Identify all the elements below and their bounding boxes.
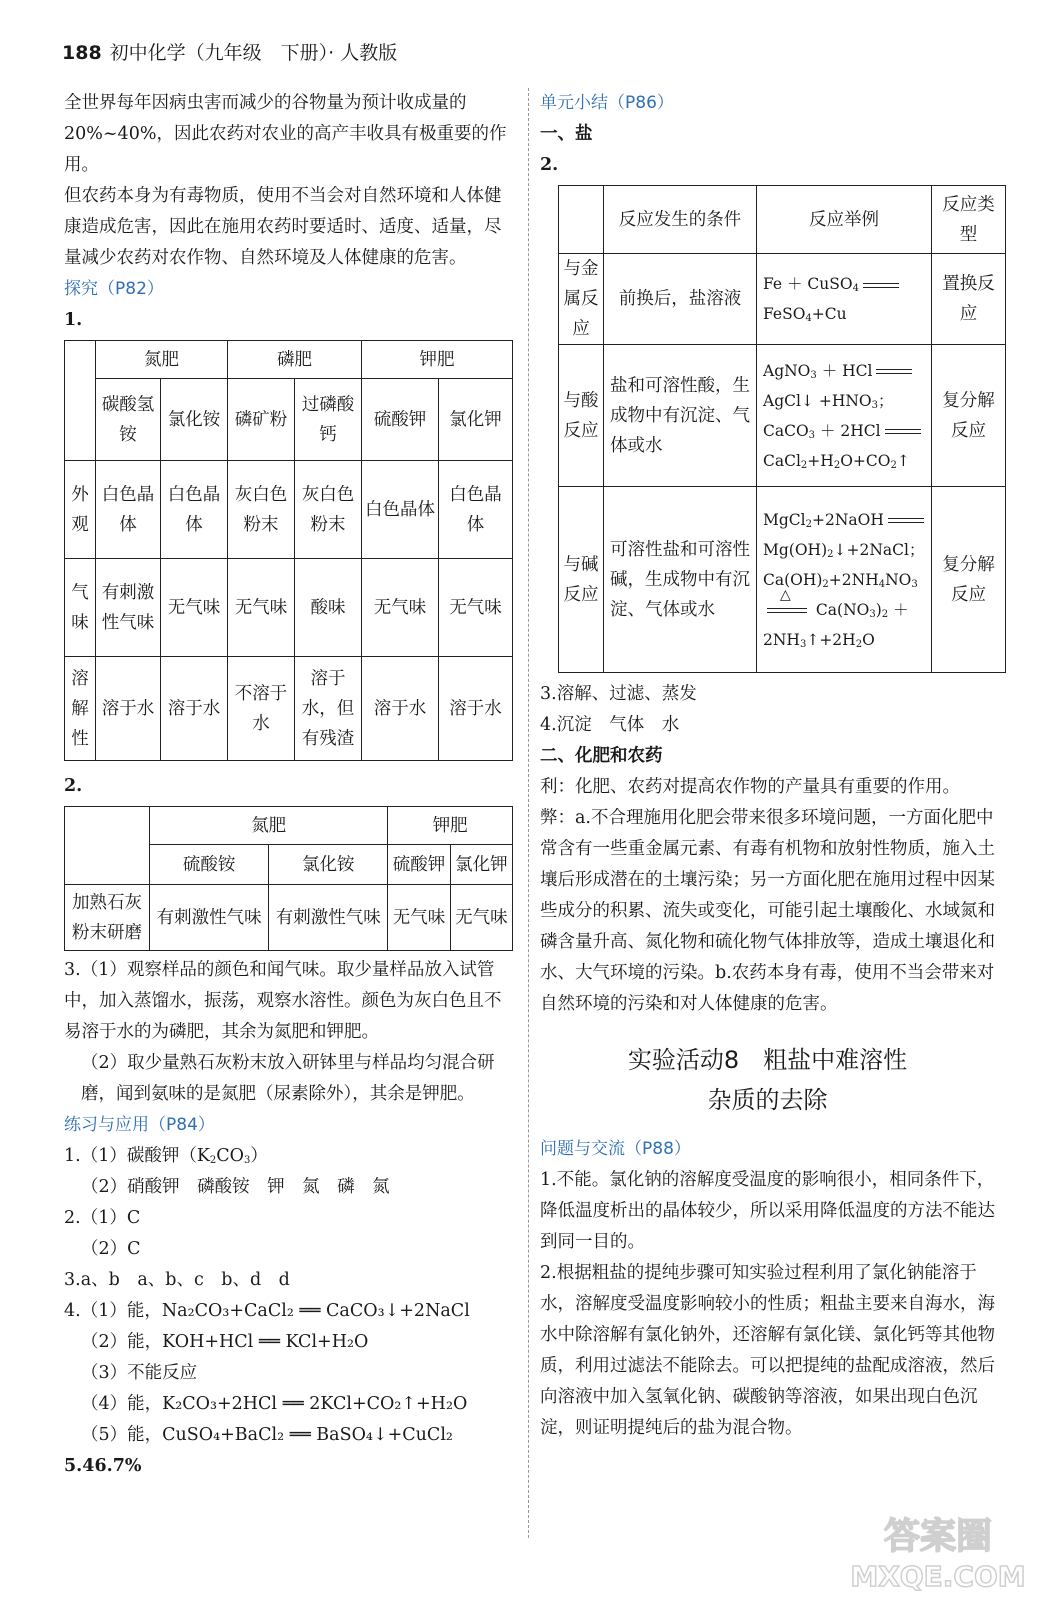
table-cell: 置换反应 — [932, 254, 1006, 345]
table-cell: 白色晶体 — [161, 461, 228, 559]
svg-text:MXQE.COM: MXQE.COM — [850, 1560, 1026, 1593]
section-heading: 单元小结（P86） — [540, 93, 674, 113]
table-cell: 不溶于水 — [228, 657, 295, 761]
table-header: 氮肥 — [96, 341, 228, 379]
table-header: 反应类型 — [932, 186, 1006, 254]
table-cell: 可溶性盐和可溶性碱，生成物中有沉淀、气体或水 — [604, 487, 757, 673]
table-header: 钾肥 — [362, 341, 513, 379]
answer-text: 4.沉淀 气体 水 — [540, 715, 680, 735]
table-cell: 有刺激性气味 — [96, 559, 161, 657]
table-cell: 无气味 — [362, 559, 439, 657]
book-title: 初中化学（九年级 下册）· 人教版 — [109, 42, 398, 64]
section-heading: 问题与交流（P88） — [540, 1139, 691, 1159]
table-cell: 灰白色粉末 — [228, 461, 295, 559]
left-column — [64, 88, 514, 1482]
answer-text: 3.（1）观察样品的颜色和闻气味。取少量样品放入试管中，加入蒸馏水，振荡，观察水溶性。颜色为灰白色且不易溶于水的为磷肥，其余为氮肥和钾肥。 — [64, 960, 502, 1042]
table-cell: 白色晶体 — [96, 461, 161, 559]
table-cell: 灰白色粉末 — [295, 461, 362, 559]
question-number: 1. — [64, 310, 83, 330]
answer-text: （2）能，KOH+HCl ══ KCl+H₂O — [81, 1332, 369, 1352]
table-cell: 无气味 — [439, 559, 513, 657]
table-cell: 白色晶体 — [362, 461, 439, 559]
table-cell: 有刺激性气味 — [269, 885, 388, 951]
row-label: 加熟石灰粉末研磨 — [65, 885, 150, 951]
table-cell: 前换后，盐溶液 — [604, 254, 757, 345]
svg-text:答案圈: 答案圈 — [883, 1516, 993, 1557]
table-header: 碳酸氢铵 — [96, 379, 161, 461]
page-number: 188 — [62, 42, 102, 64]
table-header: 磷肥 — [228, 341, 362, 379]
answer-text: （2）硝酸钾 磷酸铵 钾 氮 磷 氮 — [81, 1177, 390, 1197]
table-cell: 溶于水，但有残渣 — [295, 657, 362, 761]
table-cell: 无气味 — [228, 559, 295, 657]
answer-text: 1.（1）碳酸钾$(K_2CO_3)$ — [64, 1146, 268, 1166]
ammonia-test-table — [64, 806, 513, 951]
question-number: 2. — [540, 155, 559, 175]
section-heading: 探究（P82） — [64, 279, 164, 299]
table-header: 过磷酸钙 — [295, 379, 362, 461]
subsection-heading: 二、化肥和农药 — [540, 746, 663, 766]
table-cell: 有刺激性气味 — [150, 885, 269, 951]
paragraph: 利：化肥、农药对提高农作物的产量具有重要的作用。 — [540, 777, 960, 797]
table-header: 反应举例 — [757, 186, 932, 254]
table-cell: 白色晶体 — [439, 461, 513, 559]
table-header: 硫酸铵 — [150, 845, 269, 885]
row-label: 与酸反应 — [559, 345, 604, 487]
table-header: 氯化铵 — [269, 845, 388, 885]
reaction-example: MgCl$_2$+2NaOH $Mg(OH)_2↓+2NaCl$； $Ca(OH)_2+2NH_4NO_3$ △ $Ca(NO_3)_2$ ＋ $2NH_3↑+2H_2O$ — [757, 487, 932, 673]
row-label: 与金属反应 — [559, 254, 604, 345]
table-header: 硫酸钾 — [388, 845, 450, 885]
fertilizer-table — [64, 340, 513, 761]
table-header: 硫酸钾 — [362, 379, 439, 461]
reaction-example: AgNO$_3$ ＋ HCl AgCl↓ $+HNO_3$； CaCO$_3$ ＋ 2HCl $CaCl_2+H_2O+CO_2↑$ — [757, 345, 932, 487]
salt-reaction-table — [558, 185, 1006, 673]
activity-title: 实验活动8 粗盐中难溶性 杂质的去除 — [627, 1046, 908, 1114]
answer-text: 2.根据粗盐的提纯步骤可知实验过程利用了氯化钠能溶于水，溶解度受温度影响较小的性质；粗盐主要来自海水，海水中除溶解有氯化钠外，还溶解有氯化镁、氯化钙等其他物质，利用过滤法不能除去。可以把提纯的盐配成溶液，然后向溶液中加入氢氧化钠、碳酸钠等溶液，如果出现白色沉淀，则证明提纯后的盐为混合物。 — [540, 1263, 995, 1438]
table-header: 磷矿粉 — [228, 379, 295, 461]
answer-text: 3.溶解、过滤、蒸发 — [540, 684, 697, 704]
row-label: 溶解性 — [65, 657, 96, 761]
answer-text: 5.46.7% — [64, 1456, 142, 1476]
table-cell: 溶于水 — [362, 657, 439, 761]
table-header: 氯化钾 — [450, 845, 512, 885]
answer-text: （2）取少量熟石灰粉末放入研钵里与样品均匀混合研磨，闻到氨味的是氮肥（尿素除外），其余是钾肥。 — [81, 1053, 495, 1104]
question-number: 2. — [64, 776, 83, 796]
paragraph: 但农药本身为有毒物质，使用不当会对自然环境和人体健康造成危害，因此在施用农药时要适时、适度、适量，尽量减少农药对农作物、自然环境及人体健康的危害。 — [64, 186, 502, 268]
table-header: 氯化铵 — [161, 379, 228, 461]
table-cell: 复分解反应 — [932, 345, 1006, 487]
paragraph: 全世界每年因病虫害而减少的谷物量为预计收成量的20%~40%，因此农药对农业的高产丰收具有极重要的作用。 — [64, 93, 507, 175]
table-cell: 溶于水 — [161, 657, 228, 761]
answer-text: 2.（1）C — [64, 1208, 141, 1228]
table-header: 氮肥 — [150, 807, 388, 845]
table-cell: 复分解反应 — [932, 487, 1006, 673]
table-cell: 无气味 — [161, 559, 228, 657]
row-label: 气味 — [65, 559, 96, 657]
table-header: 氯化钾 — [439, 379, 513, 461]
reaction-example: Fe ＋ CuSO$_4$ FeSO$_4$+Cu — [757, 254, 932, 345]
answer-text: （4）能，K₂CO₃+2HCl ══ 2KCl+CO₂↑+H₂O — [81, 1394, 468, 1414]
table-cell: 酸味 — [295, 559, 362, 657]
table-cell: 无气味 — [450, 885, 512, 951]
section-heading: 练习与应用（P84） — [64, 1115, 215, 1135]
table-cell: 盐和可溶性酸，生成物中有沉淀、气体或水 — [604, 345, 757, 487]
table-cell: 溶于水 — [96, 657, 161, 761]
table-header: 钾肥 — [388, 807, 513, 845]
answer-text: 1.不能。氯化钠的溶解度受温度的影响很小，相同条件下，降低温度析出的晶体较少，所以采用降低温度的方法不能达到同一目的。 — [540, 1170, 995, 1252]
table-header: 反应发生的条件 — [604, 186, 757, 254]
paragraph: 弊：a.不合理施用化肥会带来很多环境问题，一方面化肥中常含有一些重金属元素、有毒有机物和放射性物质，施入土壤后形成潜在的土壤污染；另一方面化肥在施用过程中因某些成分的积累、流失或变化，可能引起土壤酸化、水域氮和磷含量升高、氮化物和硫化物气体排放等，造成土壤退化和水、大气环境的污染。b.农药本身有毒，使用不当会带来对自然环境的污染和对人体健康的危害。 — [540, 808, 995, 1014]
answer-text: 3.a、b a、b、c b、d d — [64, 1270, 290, 1290]
page-header — [62, 38, 397, 65]
row-label: 与碱反应 — [559, 487, 604, 673]
answer-text: 4.（1）能，Na₂CO₃+CaCl₂ ══ CaCO₃↓+2NaCl — [64, 1301, 470, 1321]
table-cell: 无气味 — [388, 885, 450, 951]
answer-text: （5）能，CuSO₄+BaCl₂ ══ BaSO₄↓+CuCl₂ — [81, 1425, 453, 1445]
answer-text: （2）C — [81, 1239, 141, 1259]
right-column — [540, 88, 995, 1444]
answer-text: （3）不能反应 — [81, 1363, 198, 1383]
row-label: 外观 — [65, 461, 96, 559]
watermark-logo — [838, 1508, 1038, 1594]
table-cell: 溶于水 — [439, 657, 513, 761]
subsection-heading: 一、盐 — [540, 124, 593, 144]
column-divider — [528, 88, 529, 1538]
